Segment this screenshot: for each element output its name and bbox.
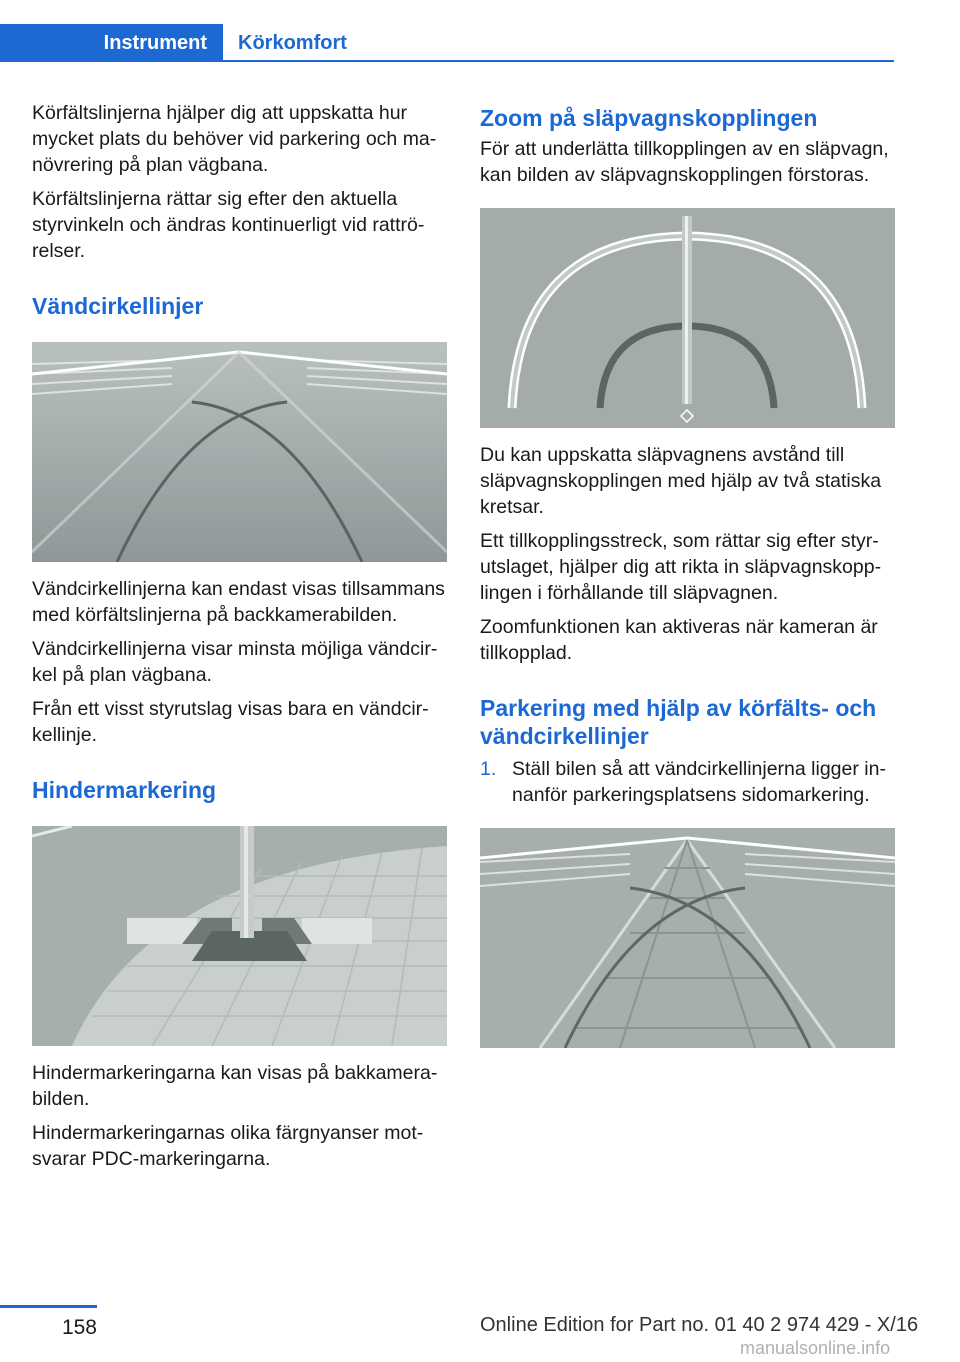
turning-paragraph-3: Från ett visst styrutslag visas bara en vändcirkellinje. <box>32 698 429 746</box>
parking-steps <box>480 756 895 808</box>
heading-zoom-hitch: Zoom på släpvagnskopplingen <box>480 105 818 131</box>
list-item <box>480 756 895 808</box>
step-number: 1. <box>480 758 497 780</box>
footer-rule <box>0 1305 97 1308</box>
watermark: manualsonline.info <box>740 1338 891 1358</box>
turning-paragraph-1: Vändcirkellinjerna kan endast visas tillsammans med körfältslinjerna på backkamerabilden. <box>32 578 445 626</box>
tab-instrument[interactable]: Instrument <box>0 24 223 62</box>
left-column <box>32 100 447 1180</box>
header-rule <box>0 60 894 62</box>
obstacle-paragraph-1: Hindermarkeringarna kan visas på bakkamerabilden. <box>32 1062 438 1110</box>
hitch-zoom-figure <box>480 208 895 428</box>
intro-paragraph-2: Körfältslinjerna rättar sig efter den aktuella styrvinkeln och ändras kontinuerligt vid rattrörelser. <box>32 188 425 262</box>
zoom-paragraph-2: Du kan uppskatta släpvagnens avstånd till släpvagnskopplingen med hjälp av två statiska kretsar. <box>480 444 882 518</box>
zoom-paragraph-4: Zoomfunktionen kan aktiveras när kameran är tillkopplad. <box>480 616 878 664</box>
intro-paragraph-1: Körfältslinjerna hjälper dig att uppskatta hur mycket plats du behöver vid parkering och manövrering på plan vägbana. <box>32 102 437 176</box>
heading-turning-circle: Vändcirkellinjer <box>32 293 204 319</box>
obstacle-marking-figure <box>32 826 447 1046</box>
zoom-paragraph-3: Ett tillkopplingsstreck, som rättar sig efter styrutslaget, hjälper dig att rikta in släpvagnskopplingen i förhållande till släpvagnen. <box>480 530 882 604</box>
heading-obstacle-marking: Hindermarkering <box>32 777 217 803</box>
parking-lines-figure <box>480 828 895 1048</box>
step-text: Ställ bilen så att vändcirkellinjerna ligger innanför parkeringsplatsens sidomarkering. <box>512 758 886 806</box>
right-column <box>480 104 895 1048</box>
obstacle-paragraph-2: Hindermarkeringarnas olika färgnyanser motsvarar PDC-markeringarna. <box>32 1122 424 1170</box>
heading-parking-lines: Parkering med hjälp av körfälts- och vändcirkellinjer <box>480 695 877 749</box>
page-number: 158 <box>61 1316 97 1339</box>
zoom-paragraph-1: För att underlätta tillkopplingen av en släpvagn, kan bilden av släpvagnskopplingen förstoras. <box>480 138 889 186</box>
turning-circle-figure <box>32 342 447 562</box>
edition-info: Online Edition for Part no. 01 40 2 974 429 - X/16 <box>480 1314 919 1336</box>
turning-paragraph-2: Vändcirkellinjerna visar minsta möjliga vändcirkel på plan vägbana. <box>32 638 438 686</box>
tab-korkomfort[interactable]: Körkomfort <box>238 32 347 54</box>
